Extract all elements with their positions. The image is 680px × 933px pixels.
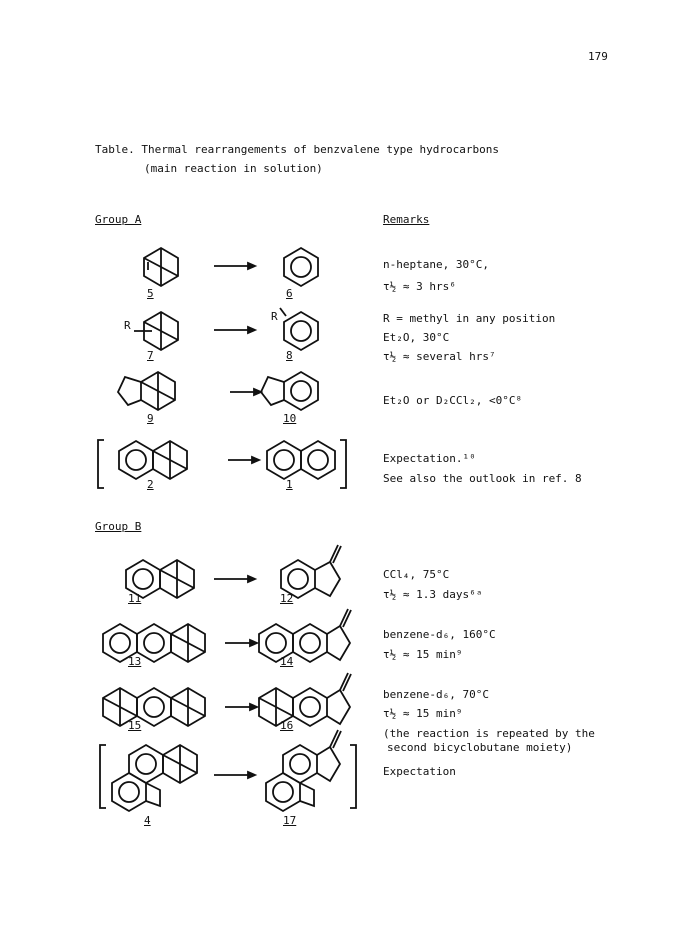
remarks-heading: Remarks [383,213,430,226]
benzvalene-structure-9 [118,372,175,410]
benzene-structure-6 [284,248,318,286]
remark-7-line2: Et₂O, 30°C [383,331,450,344]
compound-number-15: 15 [128,719,142,732]
compound-number-16: 16 [280,719,294,732]
compound-number-9: 9 [147,412,154,425]
tetracyclic-structure-13 [103,624,205,662]
compound-number-11: 11 [128,592,142,605]
bracket-left-row-4 [100,745,106,808]
methylene-indene-structure-12 [281,545,341,598]
compound-number-14: 14 [280,655,294,668]
bracket-right-row-1 [340,440,346,488]
remark-2-line2: See also the outlook in ref. 8 [383,472,582,485]
compound-number-10: 10 [283,412,297,425]
remark-4-line1: Expectation [383,765,456,778]
indene-structure-10 [261,372,318,410]
methylene-structure-17 [266,730,341,811]
table-caption-subtitle: (main reaction in solution) [144,162,323,175]
compound-number-17: 17 [283,814,297,827]
benzvalene-structure-5 [144,248,178,286]
remark-11-line2: τ½ ≈ 1.3 days⁶ᵃ [383,588,483,601]
polycyclic-structure-4 [112,745,197,811]
remark-2-line1: Expectation.¹⁰ [383,452,476,465]
remark-13-line2: τ½ ≈ 15 min⁹ [383,648,463,661]
page-number: 179 [588,50,608,63]
methylbenzvalene-structure-7 [134,312,178,350]
toluene-structure-8 [280,308,318,350]
remark-5-line2: τ½ ≈ 3 hrs⁶ [383,280,456,293]
table-caption: Table. Thermal rearrangements of benzvalene type hydrocarbons [95,143,499,156]
remark-15-line3: (the reaction is repeated by the [383,727,595,740]
compound-number-7: 7 [147,349,154,362]
compound-number-12: 12 [280,592,294,605]
compound-number-13: 13 [128,655,142,668]
benzvalene-structure-2 [119,441,187,479]
remark-15-line1: benzene-d₆, 70°C [383,688,489,701]
remark-9-line1: Et₂O or D₂CCl₂, <0°C⁸ [383,394,523,407]
bracket-left-row-2 [98,440,104,488]
bis-benzvalene-structure-15 [103,688,205,726]
tricyclic-structure-11 [126,560,194,598]
substituent-label-r-right: R [271,310,278,323]
remark-13-line1: benzene-d₆, 160°C [383,628,496,641]
remark-7-line1: R = methyl in any position [383,312,556,325]
group-b-heading: Group B [95,520,142,533]
compound-number-8: 8 [286,349,293,362]
remark-5-line1: n-heptane, 30°C, [383,258,489,271]
compound-number-5: 5 [147,287,154,300]
remark-15-line4: second bicyclobutane moiety) [387,741,573,754]
compound-number-6: 6 [286,287,293,300]
compound-number-2: 2 [147,478,154,491]
compound-number-4: 4 [144,814,151,827]
naphthalene-structure-1 [267,441,335,479]
remark-7-line3: τ½ ≈ several hrs⁷ [383,350,496,363]
bracket-right-row-17 [350,745,356,808]
group-a-heading: Group A [95,213,142,226]
compound-number-1: 1 [286,478,293,491]
methylene-structure-16 [259,673,351,726]
remark-15-line2: τ½ ≈ 15 min⁹ [383,707,463,720]
remark-11-line1: CCl₄, 75°C [383,568,450,581]
substituent-label-r-left: R [124,319,131,332]
methylene-benzindene-structure-14 [259,609,351,662]
